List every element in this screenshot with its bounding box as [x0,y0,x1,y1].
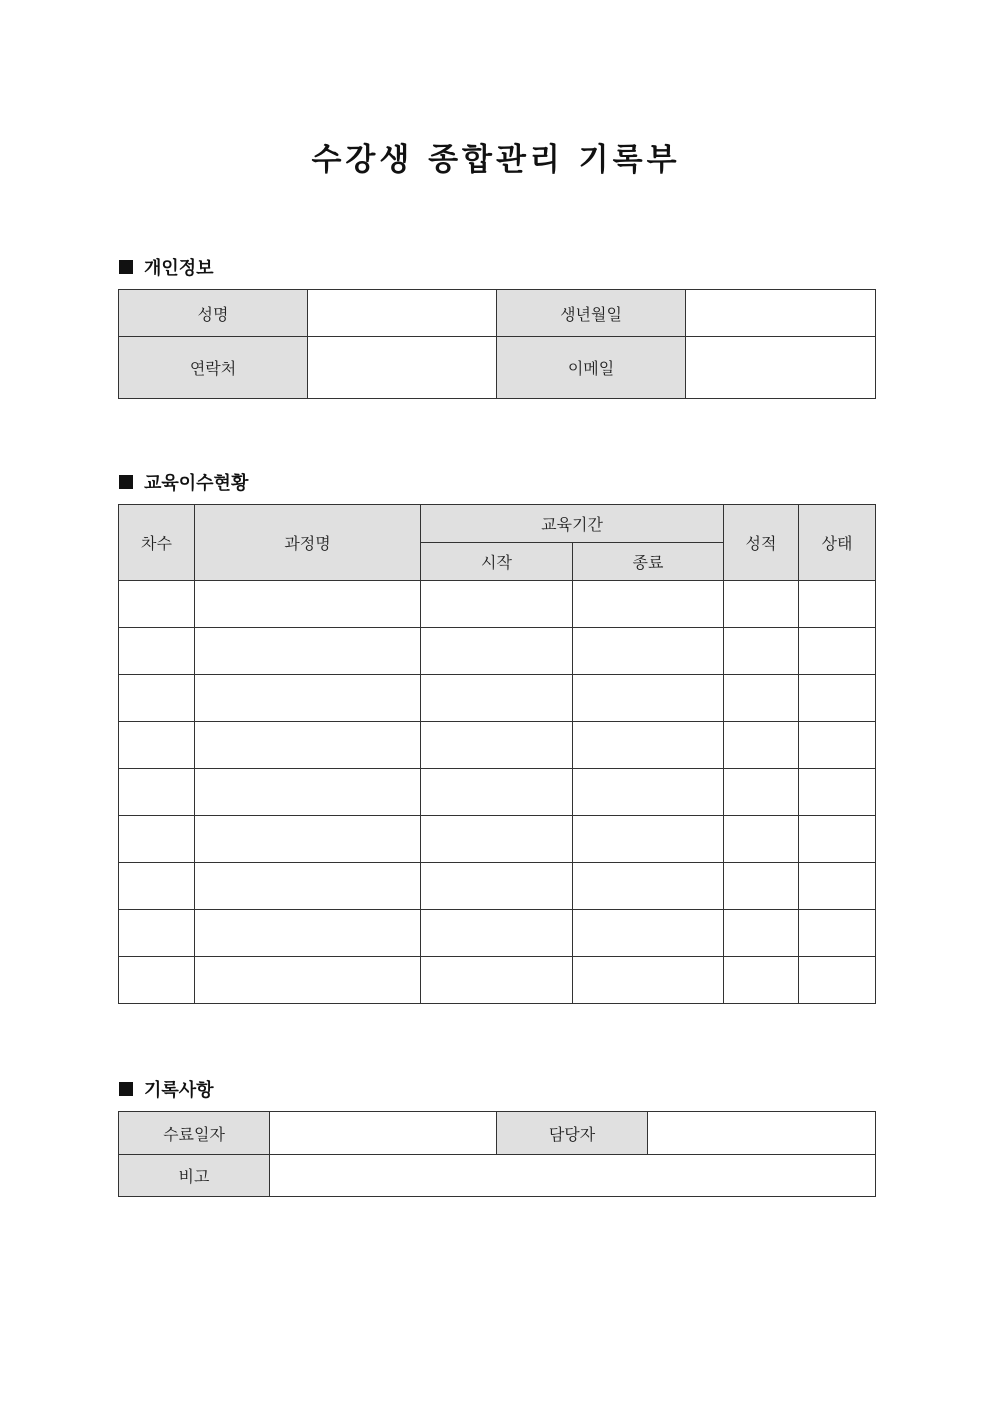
course-cell[interactable] [195,722,421,769]
status-header: 상태 [799,505,876,581]
round-cell[interactable] [119,910,195,957]
start-cell[interactable] [421,722,573,769]
status-cell[interactable] [799,957,876,1004]
table-row [119,675,876,722]
name-field[interactable] [308,290,497,337]
personal-info-heading-text: 개인정보 [144,258,214,279]
grade-cell[interactable] [724,769,799,816]
status-cell[interactable] [799,910,876,957]
course-header: 과정명 [195,505,421,581]
course-cell[interactable] [195,863,421,910]
education-heading-text: 교육이수현황 [144,473,249,494]
end-cell[interactable] [573,910,724,957]
records-table [118,1111,876,1197]
start-cell[interactable] [421,581,573,628]
end-cell[interactable] [573,628,724,675]
grade-cell[interactable] [724,628,799,675]
status-cell[interactable] [799,769,876,816]
course-cell[interactable] [195,957,421,1004]
course-cell[interactable] [195,628,421,675]
manager-label: 담당자 [497,1112,648,1155]
records-heading-text: 기록사항 [144,1080,214,1101]
start-cell[interactable] [421,910,573,957]
completion-date-label: 수료일자 [119,1112,270,1155]
grade-cell[interactable] [724,581,799,628]
round-cell[interactable] [119,769,195,816]
page-title: 수강생 종합관리 기록부 [311,142,681,178]
course-cell[interactable] [195,769,421,816]
table-row [119,957,876,1004]
name-label: 성명 [119,290,308,337]
end-cell[interactable] [573,722,724,769]
contact-field[interactable] [308,337,497,399]
grade-cell[interactable] [724,863,799,910]
start-cell[interactable] [421,675,573,722]
table-row [119,910,876,957]
round-cell[interactable] [119,581,195,628]
course-cell[interactable] [195,581,421,628]
table-row [119,769,876,816]
end-cell[interactable] [573,675,724,722]
contact-label: 연락처 [119,337,308,399]
grade-cell[interactable] [724,722,799,769]
grade-cell[interactable] [724,910,799,957]
personal-info-table [118,289,876,399]
email-label: 이메일 [497,337,686,399]
end-cell[interactable] [573,769,724,816]
completion-date-field[interactable] [270,1112,497,1155]
table-row [119,816,876,863]
start-cell[interactable] [421,628,573,675]
start-cell[interactable] [421,863,573,910]
notes-field[interactable] [270,1155,876,1197]
status-cell[interactable] [799,863,876,910]
round-cell[interactable] [119,863,195,910]
end-cell[interactable] [573,816,724,863]
table-row [119,863,876,910]
status-cell[interactable] [799,675,876,722]
status-cell[interactable] [799,628,876,675]
status-cell[interactable] [799,816,876,863]
start-cell[interactable] [421,816,573,863]
start-cell[interactable] [421,769,573,816]
end-cell[interactable] [573,957,724,1004]
round-header: 차수 [119,505,195,581]
table-row [119,722,876,769]
start-header: 시작 [421,543,573,581]
course-cell[interactable] [195,910,421,957]
personal-info-heading [119,254,214,280]
table-row [119,581,876,628]
round-cell[interactable] [119,675,195,722]
round-cell[interactable] [119,957,195,1004]
round-cell[interactable] [119,816,195,863]
course-cell[interactable] [195,675,421,722]
start-cell[interactable] [421,957,573,1004]
manager-field[interactable] [648,1112,876,1155]
square-bullet-icon [119,1082,133,1096]
email-field[interactable] [686,337,876,399]
records-heading [119,1076,214,1102]
course-cell[interactable] [195,816,421,863]
birth-field[interactable] [686,290,876,337]
grade-cell[interactable] [724,957,799,1004]
grade-cell[interactable] [724,675,799,722]
education-table [118,504,876,1004]
grade-header: 성적 [724,505,799,581]
round-cell[interactable] [119,722,195,769]
notes-label: 비고 [119,1155,270,1197]
square-bullet-icon [119,260,133,274]
status-cell[interactable] [799,581,876,628]
square-bullet-icon [119,475,133,489]
birth-label: 생년월일 [497,290,686,337]
table-row [119,628,876,675]
round-cell[interactable] [119,628,195,675]
period-header: 교육기간 [421,505,724,543]
end-cell[interactable] [573,863,724,910]
grade-cell[interactable] [724,816,799,863]
end-header: 종료 [573,543,724,581]
education-heading [119,469,248,495]
end-cell[interactable] [573,581,724,628]
status-cell[interactable] [799,722,876,769]
